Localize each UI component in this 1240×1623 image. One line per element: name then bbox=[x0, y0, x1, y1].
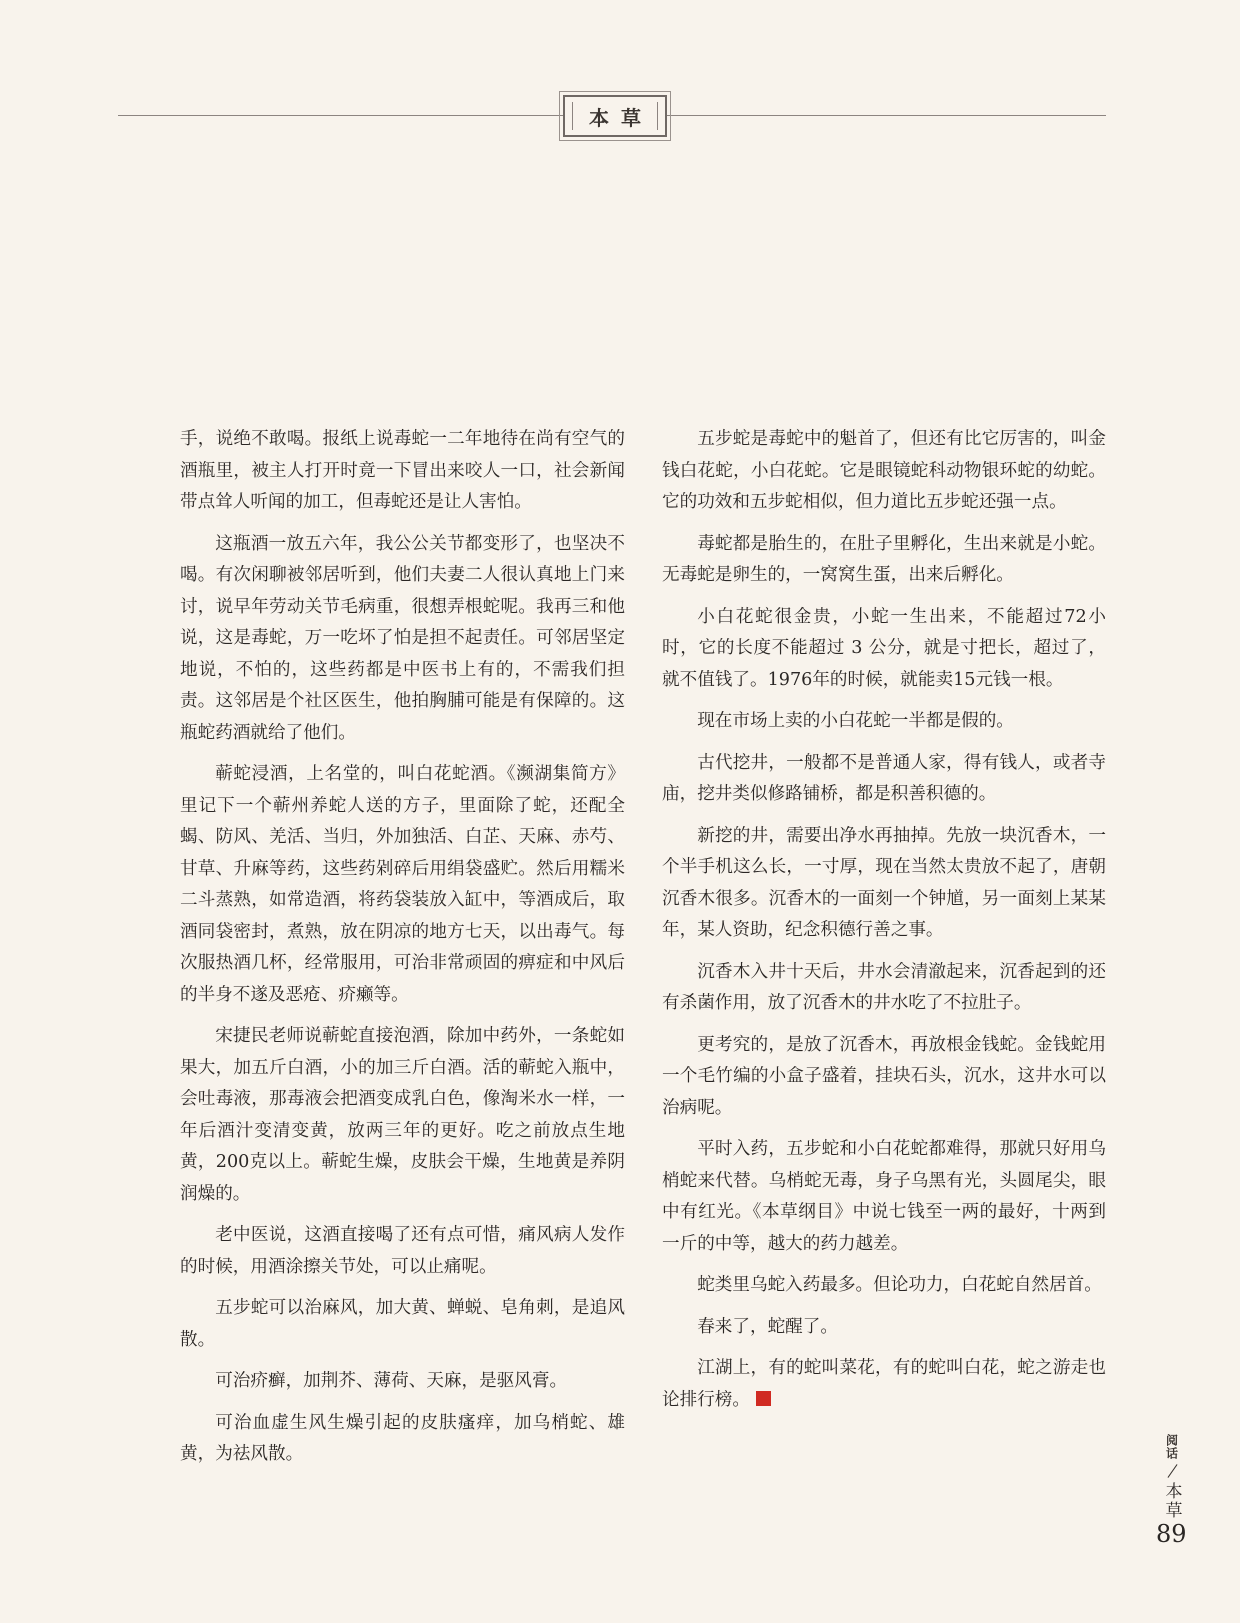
footer-slash bbox=[1167, 1464, 1177, 1478]
paragraph bbox=[662, 957, 1106, 1020]
paragraph-text: 宋捷民老师说蕲蛇直接泡酒，除加中药外，一条蛇如果大，加五斤白酒，小的加三斤白酒。活的蕲蛇入瓶中，会吐毒液，那毒液会把酒变成乳白色，像淘米水一样，一年后酒汁变清变黄，放两三年的更好。吃之前放点生地黄，200克以上。蕲蛇生燥，皮肤会干燥，生地黄是养阴润燥的。 bbox=[180, 1026, 625, 1204]
paragraph bbox=[180, 1293, 625, 1356]
paragraph bbox=[662, 821, 1106, 947]
section-title: 本草 bbox=[589, 105, 653, 130]
paragraph-text: 江湖上，有的蛇叫菜花，有的蛇叫白花，蛇之游走也论排行榜。 bbox=[662, 1358, 1106, 1410]
paragraph bbox=[662, 1270, 1106, 1302]
paragraph bbox=[180, 424, 625, 519]
right-column bbox=[662, 424, 1106, 1426]
paragraph-text: 蕲蛇浸酒，上名堂的，叫白花蛇酒。《濒湖集简方》里记下一个蕲州养蛇人送的方子，里面除了蛇，还配全蝎、防风、羌活、当归，外加独活、白芷、天麻、赤芍、甘草、升麻等药，这些药剁碎后用绢袋盛贮。然后用糯米二斗蒸熟，如常造酒，将药袋装放入缸中，等酒成后，取酒同袋密封，煮熟，放在阴凉的地方七天，以出毒气。每次服热酒几杯，经常服用，可治非常顽固的痹症和中风后的半身不遂及恶疮、疥癞等。 bbox=[180, 764, 625, 1005]
paragraph-text: 手，说绝不敢喝。报纸上说毒蛇一二年地待在尚有空气的酒瓶里，被主人打开时竟一下冒出来咬人一口，社会新闻带点耸人听闻的加工，但毒蛇还是让人害怕。 bbox=[180, 429, 625, 512]
paragraph bbox=[662, 424, 1106, 519]
paragraph-text: 更考究的，是放了沉香木，再放根金钱蛇。金钱蛇用一个毛竹编的小盒子盛着，挂块石头，沉水，这井水可以治病呢。 bbox=[662, 1034, 1106, 1118]
left-column bbox=[180, 424, 625, 1481]
page-number: 89 bbox=[1156, 1520, 1187, 1548]
paragraph-text: 沉香木入井十天后，井水会清澈起来，沉香起到的还有杀菌作用，放了沉香木的井水吃了不拉肚子。 bbox=[662, 961, 1106, 1013]
paragraph bbox=[662, 748, 1106, 811]
section-badge bbox=[563, 95, 667, 137]
paragraph bbox=[180, 1220, 625, 1283]
paragraph-text: 新挖的井，需要出净水再抽掉。先放一块沉香木，一个半手机这么长，一寸厚，现在当然太贵放不起了，唐朝沉香木很多。沉香木的一面刻一个钟馗，另一面刻上某某年，某人资助，纪念积德行善之事。 bbox=[662, 825, 1106, 940]
footer-section: 本草 bbox=[1161, 1482, 1182, 1520]
paragraph-text: 春来了，蛇醒了。 bbox=[697, 1316, 838, 1337]
paragraph bbox=[662, 602, 1106, 697]
paragraph-text: 五步蛇可以治麻风，加大黄、蝉蜕、皂角刺，是追风散。 bbox=[180, 1298, 625, 1350]
paragraph bbox=[662, 706, 1106, 738]
paragraph-text: 平时入药，五步蛇和小白花蛇都难得，那就只好用乌梢蛇来代替。乌梢蛇无毒，身子乌黑有光，头圆尾尖，眼中有红光。《本草纲目》中说七钱至一两的最好，十两到一斤的中等，越大的药力越差。 bbox=[662, 1139, 1106, 1254]
paragraph bbox=[180, 529, 625, 750]
paragraph bbox=[662, 529, 1106, 592]
paragraph bbox=[180, 1021, 625, 1210]
magazine-name: 阅话 bbox=[1164, 1434, 1179, 1460]
paragraph-text: 古代挖井，一般都不是普通人家，得有钱人，或者寺庙，挖井类似修路铺桥，都是积善积德的。 bbox=[662, 752, 1106, 804]
paragraph-text: 五步蛇是毒蛇中的魁首了，但还有比它厉害的，叫金钱白花蛇，小白花蛇。它是眼镜蛇科动物银环蛇的幼蛇。它的功效和五步蛇相似，但力道比五步蛇还强一点。 bbox=[662, 429, 1106, 512]
paragraph bbox=[180, 759, 625, 1011]
paragraph-text: 毒蛇都是胎生的，在肚子里孵化，生出来就是小蛇。无毒蛇是卵生的，一窝窝生蛋，出来后孵化。 bbox=[662, 533, 1106, 585]
paragraph-text: 现在市场上卖的小白花蛇一半都是假的。 bbox=[697, 711, 1014, 731]
paragraph-text: 这瓶酒一放五六年，我公公关节都变形了，也坚决不喝。有次闲聊被邻居听到，他们夫妻二人很认真地上门来讨，说早年劳动关节毛病重，很想弄根蛇呢。我再三和他说，这是毒蛇，万一吃坏了怕是担不起责任。可邻居坚定地说，不怕的，这些药都是中医书上有的，不需我们担责。这邻居是个社区医生，他拍胸脯可能是有保障的。这瓶蛇药酒就给了他们。 bbox=[180, 533, 625, 743]
paragraph bbox=[180, 1408, 625, 1471]
paragraph bbox=[662, 1134, 1106, 1260]
end-mark-icon bbox=[756, 1391, 771, 1406]
paragraph bbox=[662, 1353, 1106, 1416]
paragraph bbox=[662, 1312, 1106, 1344]
running-footer bbox=[1160, 1434, 1184, 1520]
paragraph-text: 小白花蛇很金贵，小蛇一生出来，不能超过72小时，它的长度不能超过 3 公分，就是寸把长，超过了，就不值钱了。1976年的时候，就能卖15元钱一根。 bbox=[662, 606, 1106, 690]
paragraph-text: 可治血虚生风生燥引起的皮肤瘙痒，加乌梢蛇、雄黄，为祛风散。 bbox=[180, 1412, 625, 1464]
paragraph-text: 蛇类里乌蛇入药最多。但论功力，白花蛇自然居首。 bbox=[697, 1275, 1102, 1295]
paragraph bbox=[662, 1030, 1106, 1125]
paragraph bbox=[180, 1366, 625, 1398]
paragraph-text: 可治疥癣，加荆芥、薄荷、天麻，是驱风膏。 bbox=[215, 1371, 568, 1391]
paragraph-text: 老中医说，这酒直接喝了还有点可惜，痛风病人发作的时候，用酒涂擦关节处，可以止痛呢。 bbox=[180, 1225, 625, 1277]
